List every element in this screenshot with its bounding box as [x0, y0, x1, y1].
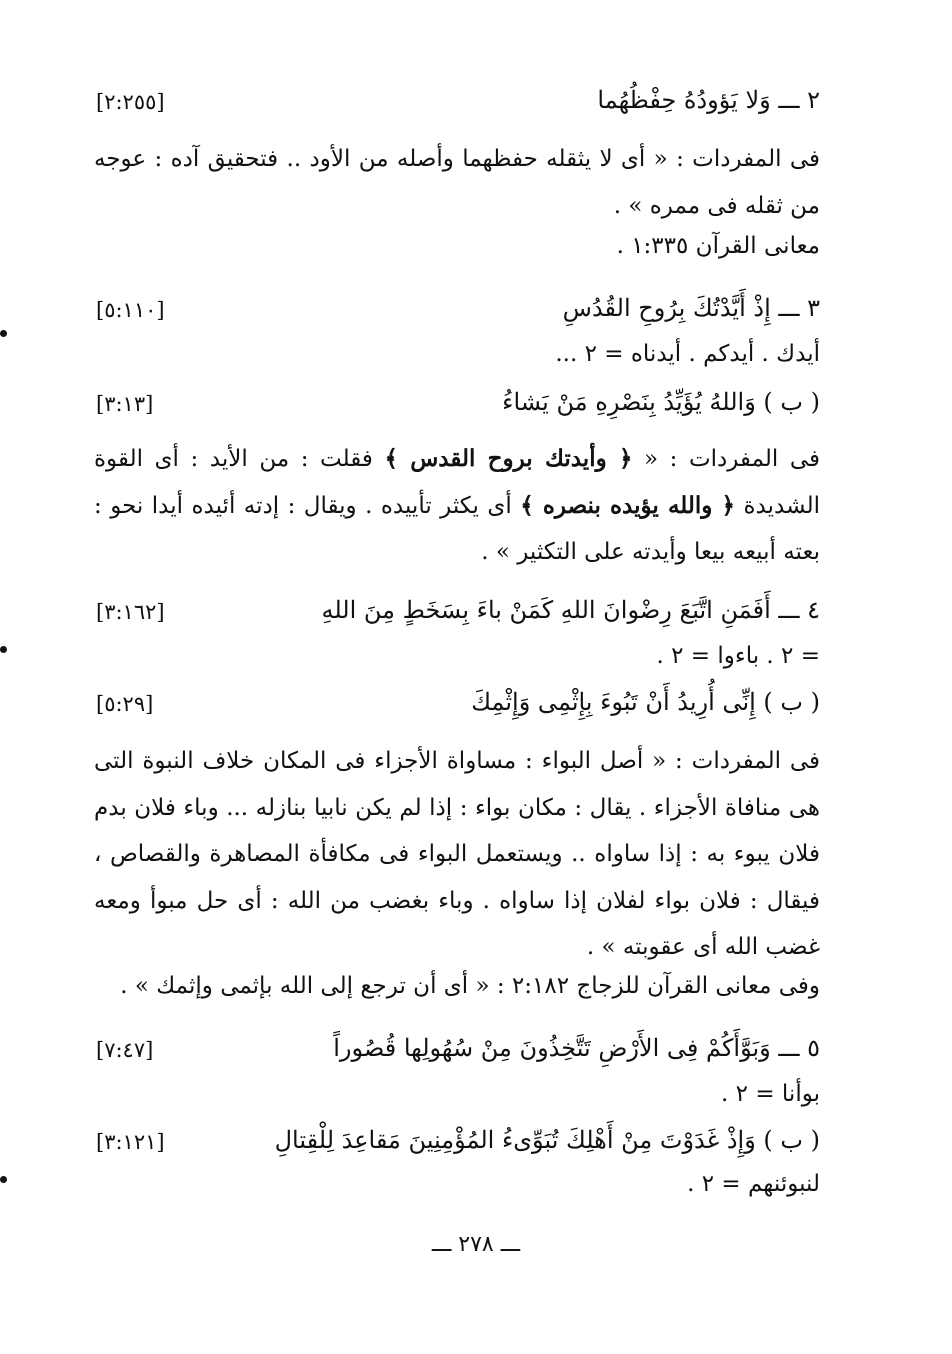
entry-4-reference: [٣:١٦٢] [96, 600, 165, 624]
entry-3-verse: ٣ ـــ إِذْ أَيَّدْتُكَ بِرُوحِ القُدُسِ [562, 294, 820, 322]
entry-3-forms: أيدك . أيدكم . أيدناه = ٢ ... [555, 341, 820, 367]
entry-2-note: فى المفردات : « أى لا يثقله حفظهما وأصله من الأود .. فتحقيق آده : عوجه من ثقله فى ممره » . [94, 146, 820, 219]
entry-3b-verse: ( ب ) وَاللهُ يُؤَيِّدُ بِنَصْرِهِ مَنْ يَشاءُ [502, 388, 820, 416]
entry-3-note-quote-2: ﴿ والله يؤيده بنصره ﴾ [520, 491, 736, 519]
entry-5-forms: بوأنا = ٢ . [721, 1081, 820, 1107]
entry-2-verse: ٢ ـــ وَلا يَؤودُهُ حِفْظُهُما [597, 86, 820, 114]
entry-3-note [94, 436, 820, 576]
entry-5b-verse: ( ب ) وَإِذْ غَدَوْتَ مِنْ أَهْلِكَ تُبَوِّىءُ المُؤْمِنِينَ مَقاعِدَ لِلْقِتالِ [274, 1126, 820, 1154]
entry-2-reference: [٢:٢٥٥] [96, 90, 165, 114]
entry-5-reference: [٧:٤٧] [96, 1038, 154, 1062]
entry-3b-reference: [٣:١٣] [96, 392, 154, 416]
entry-4-note-zajjaj: وفى معانى القرآن للزجاج ٢:١٨٢ : « أى أن ترجع إلى الله بإثمى وإثمك » . [120, 973, 820, 999]
entry-2-source: معانى القرآن ١:٣٣٥ . [616, 233, 820, 259]
entry-3-note-quote-1: ﴿ وأيدتك بروح القدس ﴾ [384, 445, 633, 472]
scan-mark [0, 330, 7, 337]
entry-5b-reference: [٣:١٢١] [96, 1130, 165, 1154]
entry-4-verse: ٤ ـــ أَفَمَنِ اتَّبَعَ رِضْوانَ اللهِ كَمَنْ باءَ بِسَخَطٍ مِنَ اللهِ [321, 596, 820, 624]
entry-4b-reference: [٥:٢٩] [96, 692, 154, 716]
entry-3-reference: [٥:١١٠] [96, 298, 165, 322]
entry-3-note-lead: فى المفردات : « [632, 446, 820, 472]
entry-3-note-middle: فقلت : من الأيد : أى القوة الشديدة [94, 446, 820, 519]
scan-mark [0, 1176, 7, 1183]
entry-4-note: فى المفردات : « أصل البواء : مساواة الأجزاء فى المكان خلاف النبوة التى هى منافاة الأجزاء . يقال : مكان بواء : إذا لم يكن نابيا بنازله ... وباء فلان بدم فلان يبوء به : إذا ساواه .. ويستعمل البواء فى مكافأة المصاهرة والقصاص ، فيقال : فلان بواء لفلان إذا ساواه . وباء بغضب من الله : أى حل مبوأ ومعه غضب الله أى عقوبته » . [94, 748, 820, 960]
entry-4-forms: = ٢ . باءوا = ٢ . [656, 643, 820, 669]
page-number: ـــ ٢٧٨ ـــ [431, 1232, 521, 1257]
entry-5-verse: ٥ ـــ وَبَوَّأَكُمْ فِى الأَرْضِ تَتَّخِذُونَ مِنْ سُهُولِها قُصُوراً [333, 1034, 820, 1062]
scan-mark [0, 646, 7, 653]
entry-5b-forms: لنبوئنهم = ٢ . [687, 1171, 820, 1197]
entry-4b-verse: ( ب ) إِنِّى أُرِيدُ أَنْ تَبُوءَ بِإِثْمِى وَإِثْمِكَ [471, 688, 820, 716]
entry-3-note-tail: أى يكثر تأييده . ويقال : إدته أئيده أيدا نحو : بعته أبيعه بيعا وأيدته على التكثير » . [94, 492, 820, 565]
